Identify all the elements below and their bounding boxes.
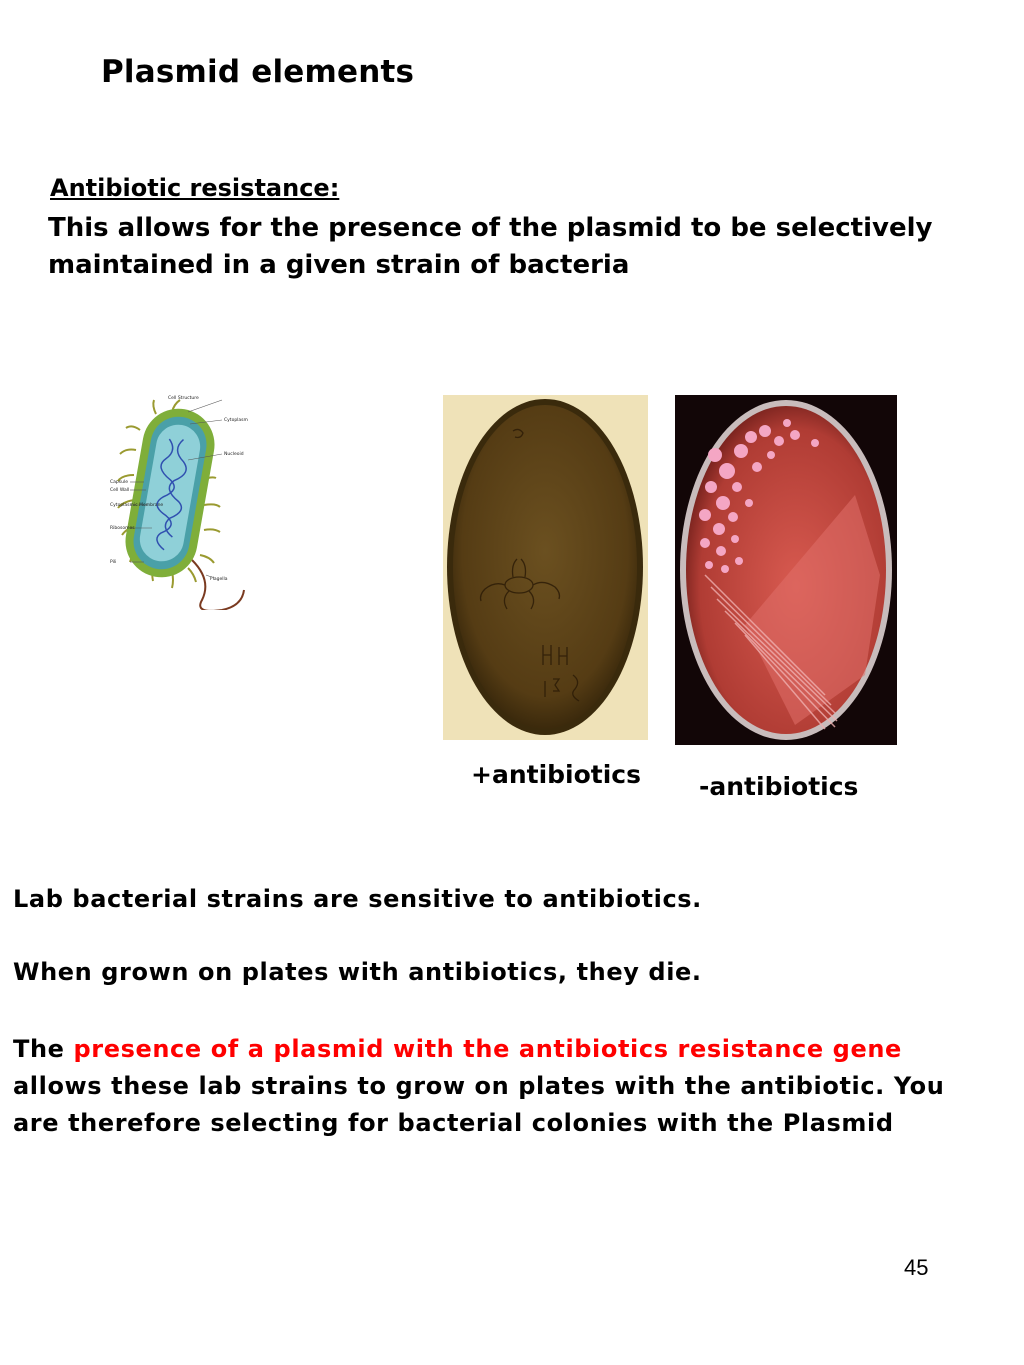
paragraph-die: When grown on plates with antibiotics, they die. <box>13 958 702 986</box>
paragraph-line <box>13 1031 944 1068</box>
section-description <box>48 210 968 284</box>
description-line: This allows for the presence of the plasmid to be selectively <box>48 213 933 243</box>
plate-agar <box>453 405 637 729</box>
flagellum <box>192 560 244 610</box>
plus-antibiotics-label: +antibiotics <box>471 760 641 789</box>
paragraph-line: allows these lab strains to grow on plates with the antibiotic. You <box>13 1072 945 1100</box>
highlighted-phrase: presence of a plasmid with the antibiotics resistance gene <box>73 1035 902 1063</box>
petri-dish-with-antibiotics <box>443 395 648 740</box>
bacterium-label: Cell Wall <box>110 488 130 493</box>
page-number: 45 <box>904 1255 929 1280</box>
description-line: maintained in a given strain of bacteria <box>48 250 630 280</box>
bacterium-label: Flagella <box>210 577 228 582</box>
bacterium-label: Capsule <box>110 480 128 485</box>
bacterium-label: Ribosomes <box>110 526 135 531</box>
paragraph-prefix: The <box>13 1035 74 1063</box>
paragraph-selection <box>13 1031 944 1142</box>
bacterium-label: Cytoplasmic Membrane <box>110 503 164 508</box>
petri-dish-without-antibiotics <box>675 395 897 745</box>
bacterium-label: Nucleoid <box>224 452 244 457</box>
bacterium-diagram <box>110 390 260 610</box>
minus-antibiotics-label: -antibiotics <box>699 772 859 801</box>
paragraph-line: are therefore selecting for bacterial colonies with the Plasmid <box>13 1109 894 1137</box>
bacterium-label: Pili <box>110 560 117 565</box>
paragraph-sensitivity: Lab bacterial strains are sensitive to antibiotics. <box>13 885 702 913</box>
bacterium-label: Cytoplasm <box>224 418 248 423</box>
bacterium-label: Cell Structure <box>168 396 199 401</box>
section-heading: Antibiotic resistance: <box>50 174 340 202</box>
slide-title: Plasmid elements <box>101 54 415 90</box>
